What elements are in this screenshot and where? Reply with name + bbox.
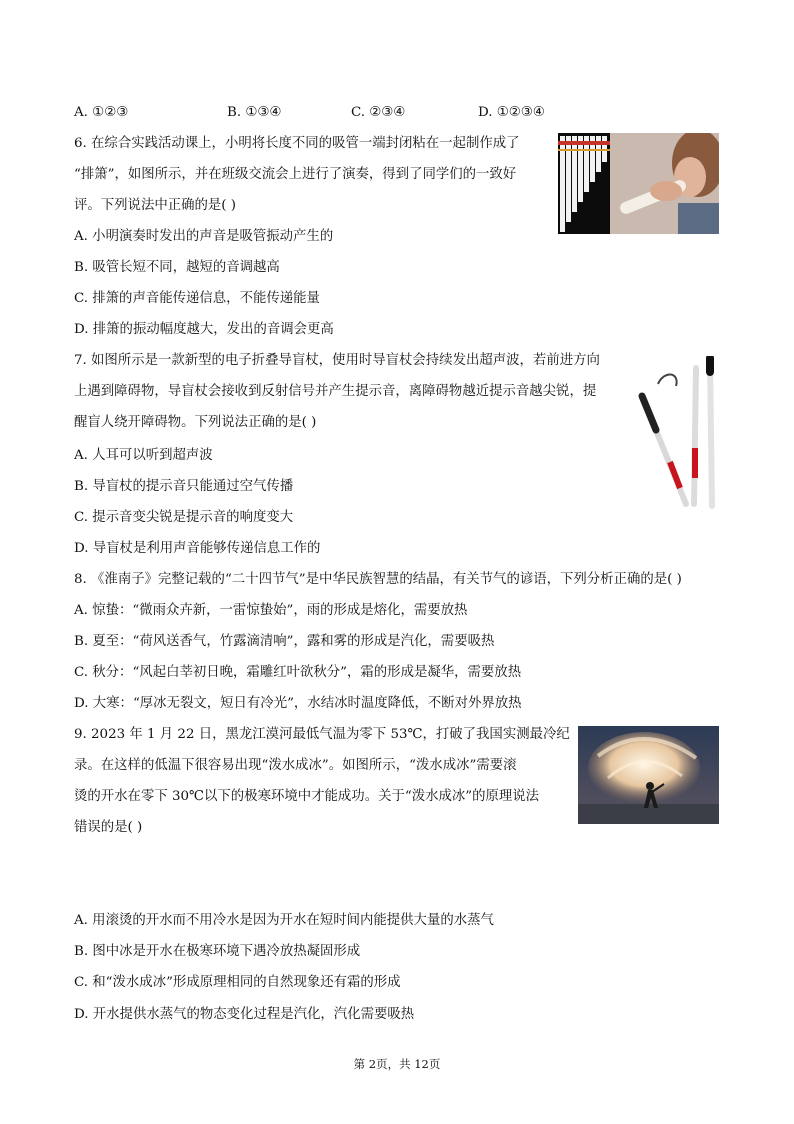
q7-option-a: A. 人耳可以听到超声波 [74, 448, 213, 463]
q9-stem-line-2: 录。在这样的低温下很容易出现“泼水成冰”。如图所示，“泼水成冰”需要滚 [74, 758, 517, 773]
white-cane-figure [628, 356, 728, 512]
q8-option-a: A. 惊蛰：“微雨众卉新，一雷惊蛰始”，雨的形成是熔化，需要放热 [74, 603, 468, 618]
q5-option-a: A. ①②③ [74, 105, 129, 120]
q5-options [74, 103, 545, 123]
q6-option-b: B. 吸管长短不同，越短的音调越高 [74, 260, 280, 275]
q9-option-c: C. 和“泼水成冰”形成原理相同的自然现象还有霜的形成 [74, 975, 401, 990]
q8-option-d: D. 大寒：“厚冰无裂文，短日有冷光”，水结冰时温度降低，不断对外界放热 [74, 696, 522, 711]
q7-stem-line-2: 上遇到障碍物，导盲杖会接收到反射信号并产生提示音，离障碍物越近提示音越尖锐，提 [74, 384, 597, 399]
q7-option-c: C. 提示音变尖锐是提示音的响度变大 [74, 510, 294, 525]
q6-stem-line-1: 6. 在综合实践活动课上，小明将长度不同的吸管一端封闭粘在一起制作成了 [74, 136, 520, 151]
q9-option-a: A. 用滚烫的开水而不用冷水是因为开水在短时间内能提供大量的水蒸气 [74, 913, 494, 928]
water-to-ice-figure [578, 726, 719, 824]
q6-stem-line-3: 评。下列说法中正确的是( ) [74, 198, 237, 213]
q9-stem-line-1: 9. 2023 年 1 月 22 日，黑龙江漠河最低气温为零下 53℃，打破了我国实测最冷纪 [74, 727, 570, 742]
q7-option-b: B. 导盲杖的提示音只能通过空气传播 [74, 479, 294, 494]
q5-option-c: C. ②③④ [351, 105, 406, 120]
q8-option-b: B. 夏至：“荷风送香气，竹露滴清响”，露和雾的形成是汽化，需要吸热 [74, 634, 495, 649]
q7-stem-line-3: 醒盲人绕开障碍物。下列说法正确的是( ) [74, 415, 317, 430]
q6-option-d: D. 排箫的振动幅度越大，发出的音调会更高 [74, 322, 334, 337]
q9-option-b: B. 图中冰是开水在极寒环境下遇冷放热凝固形成 [74, 944, 361, 959]
q6-stem-line-2: “排箫”，如图所示，并在班级交流会上进行了演奏，得到了同学们的一致好 [74, 167, 517, 182]
q9-stem-line-3: 烫的开水在零下 30℃以下的极寒环境中才能成功。关于“泼水成冰”的原理说法 [74, 789, 540, 804]
q7-option-d: D. 导盲杖是利用声音能够传递信息工作的 [74, 541, 321, 556]
page-footer: 第 2页，共 12页 [353, 1057, 441, 1071]
q9-option-d: D. 开水提供水蒸气的物态变化过程是汽化，汽化需要吸热 [74, 1007, 415, 1022]
q6-option-c: C. 排箫的声音能传递信息，不能传递能量 [74, 291, 320, 306]
q9-stem-line-4: 错误的是( ) [74, 820, 143, 835]
q8-stem: 8. 《淮南子》完整记载的“二十四节气”是中华民族智慧的结晶，有关节气的谚语，下列分析正确的是( ) [74, 572, 682, 587]
q5-option-d: D. ①②③④ [478, 105, 545, 120]
q5-option-b: B. ①③④ [227, 105, 282, 120]
q6-option-a: A. 小明演奏时发出的声音是吸管振动产生的 [74, 229, 334, 244]
white-cane-icon [628, 356, 728, 512]
q7-stem-line-1: 7. 如图所示是一款新型的电子折叠导盲杖，使用时导盲杖会持续发出超声波，若前进方向 [74, 353, 600, 368]
pan-flute-figure [558, 133, 719, 234]
q8-option-c: C. 秋分：“风起白莘初日晚，霜雕红叶欲秋分”，霜的形成是凝华，需要放热 [74, 665, 522, 680]
